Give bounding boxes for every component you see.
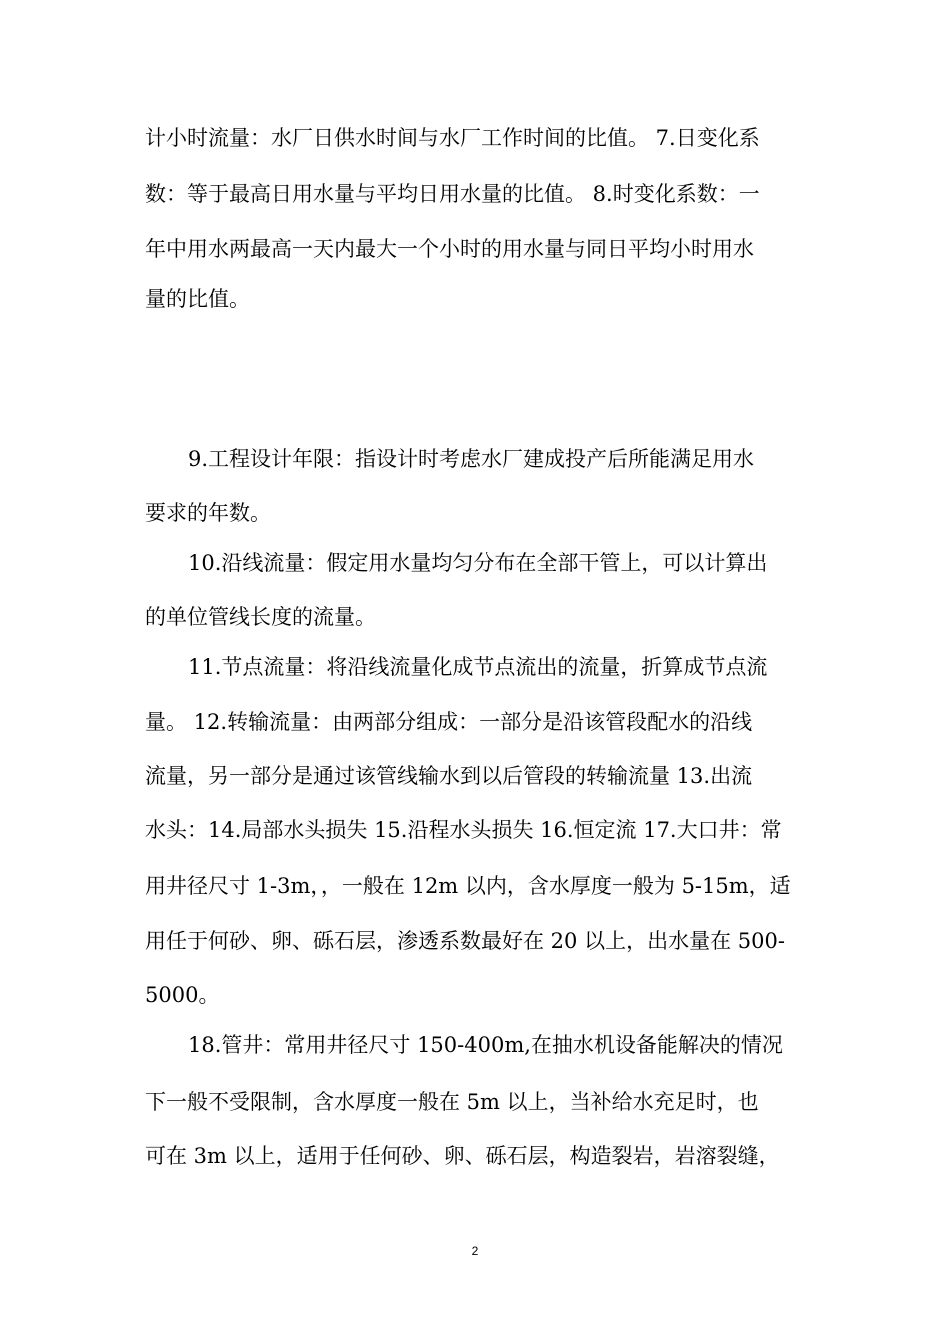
text-line	[0, 756, 950, 796]
text-line	[0, 810, 950, 850]
text-line-content: 量的比值。	[145, 287, 250, 311]
text-line	[0, 921, 950, 961]
text-line	[0, 1082, 950, 1122]
text-line-content: 18.管井：常用井径尺寸 150-400m,在抽水机设备能解决的情况	[188, 1033, 783, 1057]
text-line	[0, 118, 950, 158]
text-line	[0, 279, 950, 319]
text-line-content: 流量，另一部分是通过该管线输水到以后管段的转输流量 13.出流	[145, 764, 753, 788]
text-line-content: 年中用水两最高一天内最大一个小时的用水量与同日平均小时用水	[145, 237, 754, 261]
text-line	[0, 229, 950, 269]
text-line-content: 可在 3m 以上，适用于任何砂、卵、砾石层，构造裂岩，岩溶裂缝，	[145, 1144, 780, 1168]
text-line-content: 5000。	[145, 983, 220, 1007]
page-number: 2	[471, 1244, 479, 1258]
text-line	[0, 597, 950, 637]
text-line	[0, 975, 950, 1015]
text-line-content: 9.工程设计年限：指设计时考虑水厂建成投产后所能满足用水	[188, 447, 755, 471]
text-line	[0, 493, 950, 533]
text-line-content: 的单位管线长度的流量。	[145, 605, 376, 629]
text-line	[0, 439, 950, 479]
text-line-content: 10.沿线流量：假定用水量均匀分布在全部干管上，可以计算出	[188, 551, 768, 575]
text-line	[0, 647, 950, 687]
text-line-content: 用任于何砂、卵、砾石层，渗透系数最好在 20 以上，出水量在 500-	[145, 929, 785, 953]
text-line-content: 要求的年数。	[145, 501, 271, 525]
text-line-content: 下一般不受限制，含水厚度一般在 5m 以上，当补给水充足时，也	[145, 1090, 759, 1114]
text-line-content: 量。 12.转输流量：由两部分组成：一部分是沿该管段配水的沿线	[145, 710, 753, 734]
text-line	[0, 702, 950, 742]
text-line	[0, 543, 950, 583]
text-line	[0, 1136, 950, 1176]
text-line-content: 计小时流量：水厂日供水时间与水厂工作时间的比值。 7.日变化系	[145, 126, 760, 150]
text-line-content: 数：等于最高日用水量与平均日用水量的比值。 8.时变化系数：一	[145, 182, 760, 206]
text-line	[0, 1025, 950, 1065]
text-line-content: 水头：14.局部水头损失 15.沿程水头损失 16.恒定流 17.大口井：常	[145, 818, 782, 842]
text-line-content: 11.节点流量：将沿线流量化成节点流出的流量，折算成节点流	[188, 655, 768, 679]
text-line-content: 用井径尺寸 1-3m，，一般在 12m 以内，含水厚度一般为 5-15m，适	[145, 874, 791, 898]
text-line	[0, 174, 950, 214]
text-line	[0, 866, 950, 906]
